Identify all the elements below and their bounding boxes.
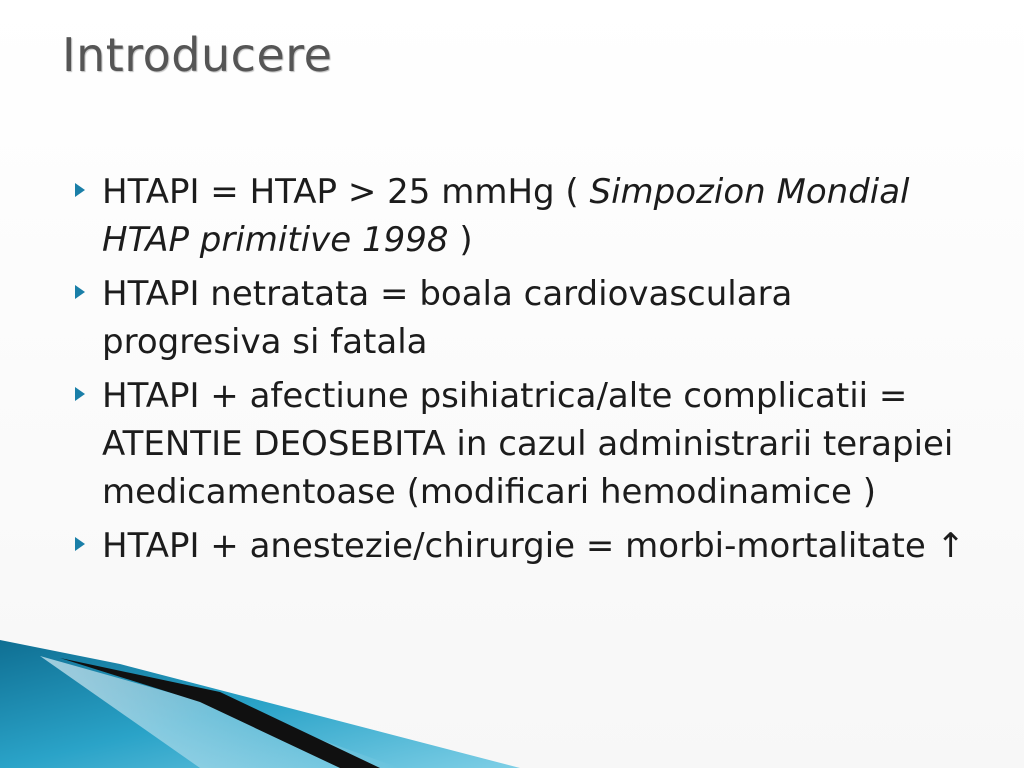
triangle-right-icon <box>74 372 102 402</box>
bullet-text: HTAPI = HTAP > 25 mmHg ( Simpozion Mondial HTAP primitive 1998 ) <box>102 172 910 260</box>
triangle-right-icon <box>74 168 102 198</box>
triangle-right-icon <box>74 522 102 552</box>
triangle-right-icon <box>74 270 102 300</box>
slide-title: Introducere <box>62 28 333 82</box>
bullet-item <box>74 270 974 366</box>
bullet-text: HTAPI + afectiune psihiatrica/alte complicatii = ATENTIE DEOSEBITA in cazul administrarii terapiei medicamentoase (modificari hemodinamice ) <box>102 376 954 512</box>
bullet-item <box>74 372 974 516</box>
decorative-wave <box>0 638 560 768</box>
bullet-text: HTAPI + anestezie/chirurgie = morbi-mortalitate ↑ <box>102 526 966 566</box>
bullet-list <box>74 168 974 576</box>
bullet-item <box>74 522 974 570</box>
bullet-text: HTAPI netratata = boala cardiovasculara progresiva si fatala <box>102 274 793 362</box>
bullet-item <box>74 168 974 264</box>
